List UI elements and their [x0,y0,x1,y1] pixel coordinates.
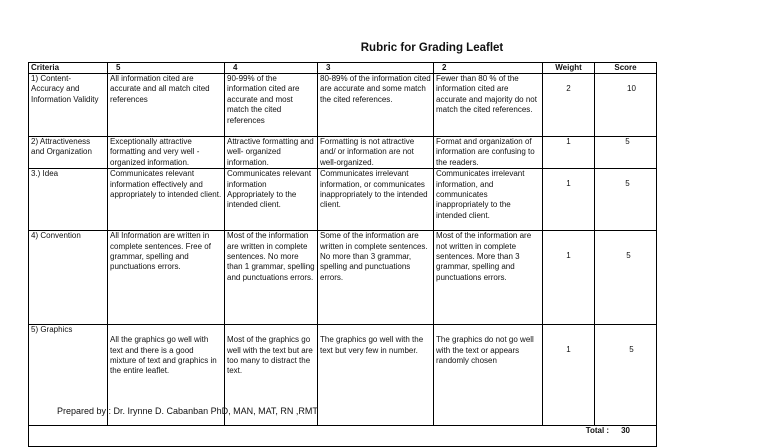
level-2-cell: Most of the information are not written in complete sentences. More than 3 grammar, spelling and punctuations errors. [434,231,543,325]
level-4-cell: 90-99% of the information cited are accurate and most match the cited references [225,74,318,137]
level-3-cell: Formatting is not attractive and/ or information are not well-organized. [318,137,434,169]
criteria-cell: 5) Graphics [29,325,108,426]
criteria-cell: 4) Convention [29,231,108,325]
level-3-cell: Communicates irrelevant information, or communicates inappropriately to the intended client. [318,169,434,231]
header-score-2: 2 [434,63,543,74]
level-2-cell: Format and organization of information are confusing to the readers. [434,137,543,169]
total-row [29,426,657,447]
header-criteria: Criteria [29,63,108,74]
criteria-cell: 3.) Idea [29,169,108,231]
score-cell: 10 [595,74,657,137]
header-row [29,63,657,74]
weight-cell: 1 [543,169,595,231]
weight-cell: 1 [543,231,595,325]
total-cell [29,426,657,447]
score-cell: 5 [595,169,657,231]
level-5-cell: All information cited are accurate and all match cited references [108,74,225,137]
table-row [29,74,657,137]
weight-cell: 2 [543,74,595,137]
criteria-cell: 1) Content- Accuracy and Information Validity [29,74,108,137]
level-5-cell: All the graphics go well with text and there is a good mixture of text and graphics in the entire leaflet. [108,325,225,426]
level-3-cell: 80-89% of the information cited are accurate and some match the cited references. [318,74,434,137]
level-4-cell: Most of the graphics go well with the text but are too many to distract the text. [225,325,318,426]
level-3-cell: The graphics go well with the text but very few in number. [318,325,434,426]
table-row [29,169,657,231]
total-value: 30 [621,426,630,436]
weight-cell: 1 [543,325,595,426]
score-cell: 5 [595,231,657,325]
header-score-5: 5 [108,63,225,74]
weight-cell: 1 [543,137,595,169]
rubric-table [28,62,657,447]
level-5-cell: Communicates relevant information effectively and appropriately to intended client. [108,169,225,231]
total-label: Total : [585,426,610,436]
page-title: Rubric for Grading Leaflet [360,42,504,54]
level-2-cell: Communicates irrelevant information, and communicates inappropriately to the intended client. [434,169,543,231]
level-2-cell: The graphics do not go well with the text or appears randomly chosen [434,325,543,426]
score-cell: 5 [595,325,657,426]
header-weight: Weight [543,63,595,74]
score-cell: 5 [595,137,657,169]
level-4-cell: Attractive formatting and well- organized information. [225,137,318,169]
level-4-cell: Communicates relevant information Appropriately to the intended client. [225,169,318,231]
table-row [29,231,657,325]
level-3-cell: Some of the information are written in complete sentences. No more than 3 grammar, spelling and punctuations errors. [318,231,434,325]
header-score-3: 3 [318,63,434,74]
level-2-cell: Fewer than 80 % of the information cited are accurate and majority do not match the cited references. [434,74,543,137]
level-5-cell: Exceptionally attractive formatting and very well - organized information. [108,137,225,169]
level-4-cell: Most of the information are written in complete sentences. No more than 1 grammar, spelling and punctuations errors. [225,231,318,325]
header-score: Score [595,63,657,74]
criteria-cell: 2) Attractiveness and Organization [29,137,108,169]
prepared-by: Prepared by : Dr. Irynne D. Cabanban PhD, MAN, MAT, RN ,RMT [57,406,318,416]
table-row [29,137,657,169]
level-5-cell: All Information are written in complete sentences. Free of grammar, spelling and punctuations errors. [108,231,225,325]
header-score-4: 4 [225,63,318,74]
